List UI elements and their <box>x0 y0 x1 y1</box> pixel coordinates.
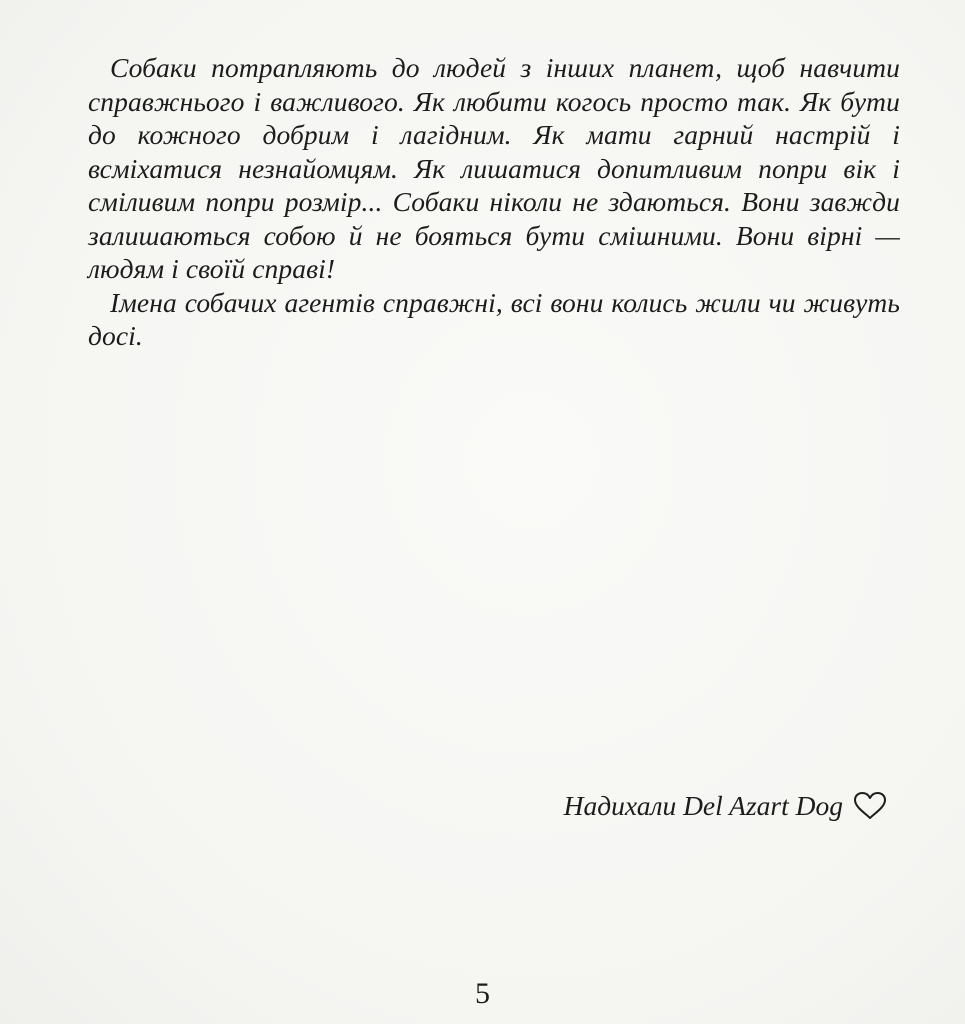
heart-outline-icon <box>853 791 887 821</box>
paragraph-agent-names: Імена собачих агентів справжні, всі вони колись жили чи живуть досі. <box>88 286 900 351</box>
signature-text: Надихали Del Azart Dog <box>563 790 843 821</box>
paragraph-dogs-from-other-planets: Собаки потрапляють до людей з інших планет, щоб навчити справжнього і важливого. Як любити когось просто так. Як бути до кожного добрим і лагідним. Як мати гарний настрій і всміхатися незнайомцям. Як лишатися допитливим попри вік і сміливим попри розмір... Собаки ніколи не здаються. Вони завжди залишаються собою й не бояться бути смішними. Вони вірні — людям і своїй справі! <box>88 52 900 284</box>
signature <box>564 788 887 824</box>
page-number: 5 <box>475 977 490 1010</box>
main-text <box>88 51 900 353</box>
